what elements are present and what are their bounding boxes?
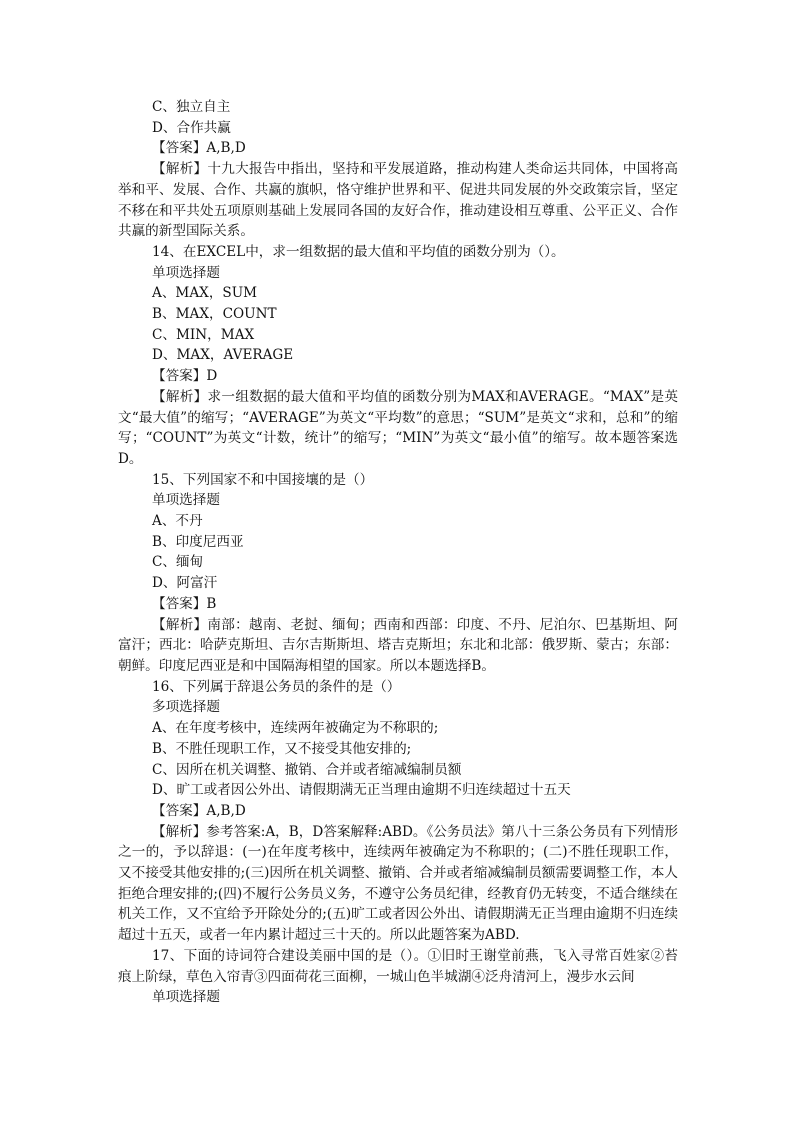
option-b: B、MAX，COUNT [152, 306, 277, 323]
option-a: A、MAX，SUM [152, 285, 258, 302]
option-d: D、阿富汗 [152, 575, 218, 592]
option-c: C、独立自主 [152, 99, 231, 115]
option-d: D、旷工或者因公外出、请假期满无正当理由逾期不归连续超过十五天 [152, 782, 571, 799]
answer: 【答案】A,B,D [152, 140, 246, 157]
option-c: C、MIN，MAX [152, 326, 255, 343]
question-type: 单项选择题 [152, 989, 220, 1006]
option-c: C、因所在机关调整、撤销、合并或者缩减编制员额 [152, 761, 462, 778]
option-b: B、印度尼西亚 [152, 533, 244, 550]
analysis: 【解析】南部：越南、老挝、缅甸；西南和西部：印度、不丹、尼泊尔、巴基斯坦、阿富汗；西北：哈萨克斯坦、吉尔吉斯斯坦、塔吉克斯坦；东北和北部：俄罗斯、蒙古；东部：朝鲜。印度尼西亚是和中国隔海相望的国家。所以本题选择B。 [118, 616, 678, 674]
analysis: 【解析】十九大报告中指出，坚持和平发展道路，推动构建人类命运共同体，中国将高举和平、发展、合作、共赢的旗帜，恪守维护世界和平、促进共同发展的外交政策宗旨，坚定不移在和平共处五项原则基础上发展同各国的友好合作，推动建设相互尊重、公平正义、合作共赢的新型国际关系。 [118, 161, 678, 240]
option-d: D、MAX，AVERAGE [152, 347, 294, 364]
option-b: B、不胜任现职工作，又不接受其他安排的; [152, 740, 412, 757]
question-type: 单项选择题 [152, 492, 220, 509]
answer: 【答案】B [152, 595, 217, 612]
analysis: 【解析】参考答案:A，B，D答案解释:ABD。《公务员法》第八十三条公务员有下列情形之一的，予以辞退：(一)在年度考核中，连续两年被确定为不称职的；(二)不胜任现职工作，又不接受其他安排的;(三)因所在机关调整、撤销、合并或者缩减编制员额需要调整工作，本人拒绝合理安排的;(四)不履行公务员义务，不遵守公务员纪律，经教育仍无转变，不适合继续在机关工作，又不宜给予开除处分的;(五)旷工或者因公外出、请假期满无正当理由逾期不归连续超过十五天，或者一年内累计超过三十天的。所以此题答案为ABD. [118, 823, 678, 944]
question-16: 16、下列属于辞退公务员的条件的是（） [152, 678, 401, 695]
question-15: 15、下列国家不和中国接壤的是（） [152, 471, 374, 488]
answer: 【答案】A,B,D [152, 802, 246, 819]
question-14: 14、在EXCEL中，求一组数据的最大值和平均值的函数分别为（）。 [152, 243, 565, 260]
option-d: D、合作共赢 [152, 119, 231, 136]
document-page [118, 97, 678, 1008]
question-17: 17、下面的诗词符合建设美丽中国的是（）。①旧时王谢堂前燕，飞入寻常百姓家②苔痕上阶绿，草色入帘青③四面荷花三面柳，一城山色半城湖④泛舟清河上，漫步水云间 [118, 947, 678, 985]
question-type: 单项选择题 [152, 264, 220, 281]
option-a: A、不丹 [152, 513, 203, 530]
option-c: C、缅甸 [152, 554, 204, 571]
question-type: 多项选择题 [152, 699, 220, 716]
option-a: A、在年度考核中，连续两年被确定为不称职的; [152, 720, 439, 737]
answer: 【答案】D [152, 368, 218, 385]
analysis: 【解析】求一组数据的最大值和平均值的函数分别为MAX和AVERAGE。“MAX”是英文“最大值”的缩写；“AVERAGE”为英文“平均数”的意思；“SUM”是英文“求和，总和”的缩写；“COUNT”为英文“计数，统计”的缩写；“MIN”为英文“最小值”的缩写。故本题答案选D。 [118, 388, 678, 467]
